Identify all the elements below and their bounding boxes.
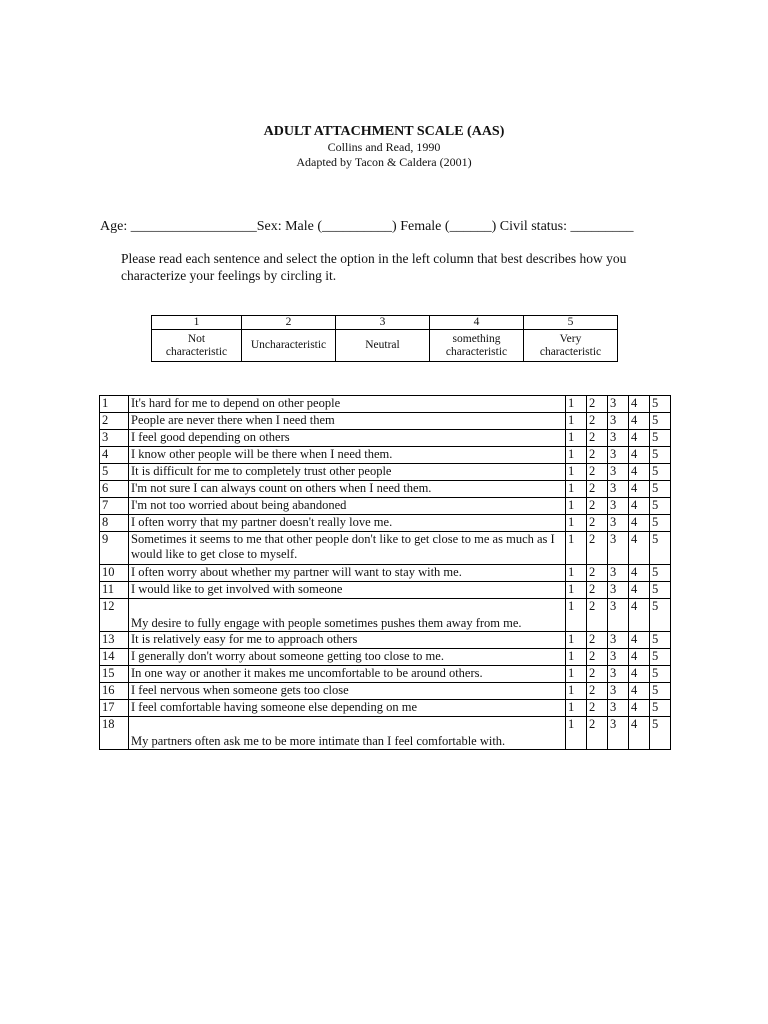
rating-option-5[interactable]: 5 bbox=[650, 396, 671, 413]
item-row bbox=[100, 464, 671, 481]
legend-number: 3 bbox=[336, 316, 430, 330]
item-number: 17 bbox=[100, 700, 129, 717]
rating-option-3[interactable]: 3 bbox=[608, 599, 629, 632]
rating-option-3[interactable]: 3 bbox=[608, 498, 629, 515]
rating-option-4[interactable]: 4 bbox=[629, 582, 650, 599]
item-row bbox=[100, 447, 671, 464]
rating-option-1[interactable]: 1 bbox=[566, 481, 587, 498]
rating-option-5[interactable]: 5 bbox=[650, 683, 671, 700]
rating-option-1[interactable]: 1 bbox=[566, 717, 587, 750]
header bbox=[0, 123, 768, 170]
item-number: 3 bbox=[100, 430, 129, 447]
legend-number: 1 bbox=[152, 316, 242, 330]
rating-option-3[interactable]: 3 bbox=[608, 632, 629, 649]
rating-option-4[interactable]: 4 bbox=[629, 464, 650, 481]
item-statement: I generally don't worry about someone getting too close to me. bbox=[129, 649, 566, 666]
item-row bbox=[100, 413, 671, 430]
rating-option-5[interactable]: 5 bbox=[650, 464, 671, 481]
item-statement: I often worry that my partner doesn't really love me. bbox=[129, 515, 566, 532]
rating-option-2[interactable]: 2 bbox=[587, 565, 608, 582]
rating-option-2[interactable]: 2 bbox=[587, 532, 608, 565]
rating-option-1[interactable]: 1 bbox=[566, 649, 587, 666]
item-number: 14 bbox=[100, 649, 129, 666]
item-row bbox=[100, 565, 671, 582]
rating-option-1[interactable]: 1 bbox=[566, 464, 587, 481]
rating-option-2[interactable]: 2 bbox=[587, 447, 608, 464]
demographics-line: Age: __________________Sex: Male (__________) Female (______) Civil status: _________ bbox=[100, 219, 634, 234]
rating-option-5[interactable]: 5 bbox=[650, 498, 671, 515]
item-row bbox=[100, 481, 671, 498]
rating-option-1[interactable]: 1 bbox=[566, 632, 587, 649]
item-number: 9 bbox=[100, 532, 129, 565]
rating-option-5[interactable]: 5 bbox=[650, 717, 671, 750]
item-statement: Sometimes it seems to me that other people don't like to get close to me as much as I would like to get close to myself. bbox=[129, 532, 566, 565]
rating-option-3[interactable]: 3 bbox=[608, 700, 629, 717]
rating-option-4[interactable]: 4 bbox=[629, 683, 650, 700]
rating-option-1[interactable]: 1 bbox=[566, 666, 587, 683]
rating-option-5[interactable]: 5 bbox=[650, 447, 671, 464]
item-number: 15 bbox=[100, 666, 129, 683]
rating-option-2[interactable]: 2 bbox=[587, 599, 608, 632]
rating-option-4[interactable]: 4 bbox=[629, 481, 650, 498]
item-row bbox=[100, 532, 671, 565]
rating-option-3[interactable]: 3 bbox=[608, 464, 629, 481]
item-statement: In one way or another it makes me uncomfortable to be around others. bbox=[129, 666, 566, 683]
instructions: Please read each sentence and select the option in the left column that best describes how you characterize your feelings by circling it. bbox=[121, 251, 627, 283]
item-statement: It is difficult for me to completely trust other people bbox=[129, 464, 566, 481]
rating-option-2[interactable]: 2 bbox=[587, 683, 608, 700]
rating-option-2[interactable]: 2 bbox=[587, 632, 608, 649]
rating-option-5[interactable]: 5 bbox=[650, 413, 671, 430]
rating-option-5[interactable]: 5 bbox=[650, 582, 671, 599]
rating-option-5[interactable]: 5 bbox=[650, 430, 671, 447]
rating-option-1[interactable]: 1 bbox=[566, 565, 587, 582]
rating-option-1[interactable]: 1 bbox=[566, 498, 587, 515]
rating-option-2[interactable]: 2 bbox=[587, 498, 608, 515]
item-row bbox=[100, 649, 671, 666]
item-row bbox=[100, 683, 671, 700]
rating-option-4[interactable]: 4 bbox=[629, 413, 650, 430]
rating-option-5[interactable]: 5 bbox=[650, 481, 671, 498]
authors-line: Collins and Read, 1990 bbox=[327, 140, 441, 154]
item-row bbox=[100, 515, 671, 532]
rating-option-3[interactable]: 3 bbox=[608, 666, 629, 683]
rating-option-1[interactable]: 1 bbox=[566, 599, 587, 632]
item-statement: I would like to get involved with someone bbox=[129, 582, 566, 599]
rating-option-4[interactable]: 4 bbox=[629, 666, 650, 683]
item-statement: My desire to fully engage with people sometimes pushes them away from me. bbox=[129, 599, 566, 632]
item-row bbox=[100, 700, 671, 717]
rating-option-3[interactable]: 3 bbox=[608, 430, 629, 447]
rating-option-2[interactable]: 2 bbox=[587, 464, 608, 481]
item-row bbox=[100, 498, 671, 515]
rating-option-3[interactable]: 3 bbox=[608, 582, 629, 599]
rating-option-4[interactable]: 4 bbox=[629, 396, 650, 413]
rating-option-1[interactable]: 1 bbox=[566, 700, 587, 717]
item-statement: My partners often ask me to be more intimate than I feel comfortable with. bbox=[129, 717, 566, 750]
rating-option-2[interactable]: 2 bbox=[587, 666, 608, 683]
rating-option-2[interactable]: 2 bbox=[587, 717, 608, 750]
rating-option-5[interactable]: 5 bbox=[650, 599, 671, 632]
legend-number: 5 bbox=[524, 316, 618, 330]
rating-option-4[interactable]: 4 bbox=[629, 632, 650, 649]
legend-number: 2 bbox=[242, 316, 336, 330]
rating-option-3[interactable]: 3 bbox=[608, 717, 629, 750]
rating-option-4[interactable]: 4 bbox=[629, 515, 650, 532]
item-row bbox=[100, 599, 671, 632]
item-statement: I'm not sure I can always count on others when I need them. bbox=[129, 481, 566, 498]
rating-option-4[interactable]: 4 bbox=[629, 447, 650, 464]
legend-label: Uncharacteristic bbox=[242, 330, 336, 362]
rating-option-2[interactable]: 2 bbox=[587, 515, 608, 532]
item-number: 12 bbox=[100, 599, 129, 632]
rating-option-3[interactable]: 3 bbox=[608, 413, 629, 430]
adaptation-line: Adapted by Tacon & Caldera (2001) bbox=[296, 155, 472, 169]
rating-option-5[interactable]: 5 bbox=[650, 666, 671, 683]
item-statement: I often worry about whether my partner will want to stay with me. bbox=[129, 565, 566, 582]
rating-option-3[interactable]: 3 bbox=[608, 515, 629, 532]
rating-option-3[interactable]: 3 bbox=[608, 396, 629, 413]
item-number: 1 bbox=[100, 396, 129, 413]
item-number: 7 bbox=[100, 498, 129, 515]
rating-option-4[interactable]: 4 bbox=[629, 700, 650, 717]
legend-label: Neutral bbox=[336, 330, 430, 362]
item-statement: I feel nervous when someone gets too close bbox=[129, 683, 566, 700]
rating-option-2[interactable]: 2 bbox=[587, 481, 608, 498]
item-statement: People are never there when I need them bbox=[129, 413, 566, 430]
rating-option-1[interactable]: 1 bbox=[566, 447, 587, 464]
rating-option-1[interactable]: 1 bbox=[566, 413, 587, 430]
rating-legend-table bbox=[151, 315, 618, 362]
rating-option-4[interactable]: 4 bbox=[629, 565, 650, 582]
item-number: 16 bbox=[100, 683, 129, 700]
rating-option-2[interactable]: 2 bbox=[587, 700, 608, 717]
item-number: 6 bbox=[100, 481, 129, 498]
rating-option-2[interactable]: 2 bbox=[587, 396, 608, 413]
item-statement: It's hard for me to depend on other people bbox=[129, 396, 566, 413]
rating-option-3[interactable]: 3 bbox=[608, 481, 629, 498]
document-title: ADULT ATTACHMENT SCALE (AAS) bbox=[263, 124, 505, 139]
rating-option-5[interactable]: 5 bbox=[650, 532, 671, 565]
rating-option-2[interactable]: 2 bbox=[587, 413, 608, 430]
item-number: 13 bbox=[100, 632, 129, 649]
rating-option-1[interactable]: 1 bbox=[566, 430, 587, 447]
rating-option-5[interactable]: 5 bbox=[650, 649, 671, 666]
rating-option-5[interactable]: 5 bbox=[650, 515, 671, 532]
rating-option-5[interactable]: 5 bbox=[650, 632, 671, 649]
item-row bbox=[100, 666, 671, 683]
legend-label: Very characteristic bbox=[524, 330, 618, 362]
rating-option-2[interactable]: 2 bbox=[587, 649, 608, 666]
rating-option-4[interactable]: 4 bbox=[629, 649, 650, 666]
rating-option-3[interactable]: 3 bbox=[608, 447, 629, 464]
rating-option-4[interactable]: 4 bbox=[629, 498, 650, 515]
legend-label: Not characteristic bbox=[152, 330, 242, 362]
item-row bbox=[100, 582, 671, 599]
item-statement: I feel good depending on others bbox=[129, 430, 566, 447]
rating-option-4[interactable]: 4 bbox=[629, 599, 650, 632]
rating-option-3[interactable]: 3 bbox=[608, 683, 629, 700]
item-number: 2 bbox=[100, 413, 129, 430]
item-number: 18 bbox=[100, 717, 129, 750]
rating-option-2[interactable]: 2 bbox=[587, 582, 608, 599]
legend-label: something characteristic bbox=[430, 330, 524, 362]
item-row bbox=[100, 430, 671, 447]
rating-option-1[interactable]: 1 bbox=[566, 532, 587, 565]
rating-option-1[interactable]: 1 bbox=[566, 683, 587, 700]
rating-option-4[interactable]: 4 bbox=[629, 532, 650, 565]
rating-option-3[interactable]: 3 bbox=[608, 649, 629, 666]
legend-labels-row bbox=[152, 330, 618, 362]
item-statement: I'm not too worried about being abandoned bbox=[129, 498, 566, 515]
rating-option-1[interactable]: 1 bbox=[566, 515, 587, 532]
item-statement: I feel comfortable having someone else depending on me bbox=[129, 700, 566, 717]
legend-numbers-row bbox=[152, 316, 618, 330]
item-row bbox=[100, 396, 671, 413]
rating-option-4[interactable]: 4 bbox=[629, 717, 650, 750]
item-number: 5 bbox=[100, 464, 129, 481]
item-statement: I know other people will be there when I need them. bbox=[129, 447, 566, 464]
items-table bbox=[99, 395, 671, 750]
item-row bbox=[100, 717, 671, 750]
rating-option-1[interactable]: 1 bbox=[566, 582, 587, 599]
item-statement: It is relatively easy for me to approach others bbox=[129, 632, 566, 649]
legend-number: 4 bbox=[430, 316, 524, 330]
rating-option-5[interactable]: 5 bbox=[650, 700, 671, 717]
rating-option-5[interactable]: 5 bbox=[650, 565, 671, 582]
rating-option-1[interactable]: 1 bbox=[566, 396, 587, 413]
rating-option-3[interactable]: 3 bbox=[608, 565, 629, 582]
item-number: 4 bbox=[100, 447, 129, 464]
item-number: 8 bbox=[100, 515, 129, 532]
item-number: 10 bbox=[100, 565, 129, 582]
item-row bbox=[100, 632, 671, 649]
item-number: 11 bbox=[100, 582, 129, 599]
rating-option-4[interactable]: 4 bbox=[629, 430, 650, 447]
rating-option-2[interactable]: 2 bbox=[587, 430, 608, 447]
rating-option-3[interactable]: 3 bbox=[608, 532, 629, 565]
